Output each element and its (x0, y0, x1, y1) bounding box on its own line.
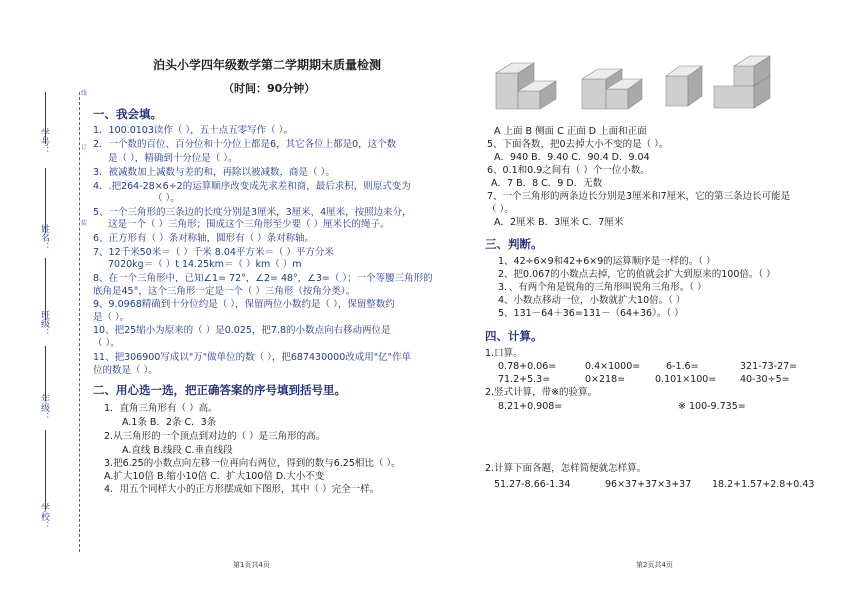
fill-question: 1．100.0103读作（ ），五十点五零写作（ ）。 (93, 125, 293, 136)
fill-question: 这是一个（ ）三角形；围成这个三角形至少要（ ）厘米长的绳子。 (108, 219, 390, 230)
cube-figure-1 (494, 55, 562, 111)
section-3-heading: 三、判断。 (485, 237, 543, 251)
written-heading: 2.竖式计算，带※的验算。 (485, 387, 598, 398)
fill-question: （ ）。 (93, 338, 120, 349)
binding-dashed-line (79, 92, 80, 552)
fill-question: 6、正方形有（ ）条对称轴，圆形有（ ）条对称轴。 (93, 233, 315, 244)
margin-line (45, 346, 46, 401)
choice-question: 5、下面各数，把0去掉大小不变的是（ ）。 (487, 139, 669, 150)
fill-question: 是（ ），精确到十分位是（ ）。 (108, 153, 238, 164)
oral-item: 0.78+0.06= (498, 361, 557, 372)
choice-options: A．2厘米 B．3厘米 C．7厘米 (494, 217, 624, 228)
grade-label: 年级： (39, 394, 49, 421)
figure-choice-options: A 上面 B 侧面 C 正面 D 上面和正面 (494, 126, 647, 137)
choice-options: A.扩大10倍 B.缩小10倍 C．扩大100倍 D.大小不变 (104, 471, 325, 482)
choice-options: A．7 B．8 C．9 D．无数 (491, 178, 603, 189)
student-number-label: 学号： (39, 128, 49, 155)
binding-mark: 订 (81, 144, 88, 151)
choice-options: A．940 B．9.40 C．90.4 D．9.04 (494, 152, 650, 163)
written-item: 8.21+0.908= (498, 401, 563, 412)
choice-question: 4．用五个同样大小的正方形摆成如下图形，其中（ ）完全一样。 (104, 484, 380, 495)
cube-figure-2 (580, 55, 648, 111)
fill-question: 3．被减数加上减数与差的和，再除以被减数，商是（ ）。 (93, 167, 335, 178)
page-footer: 第2页共4页 (636, 561, 673, 569)
choice-options: A.直线 B.线段 C.垂直线段 (122, 445, 233, 456)
fill-question: 4．.把264-28×6÷2的运算顺序改变成先求差和商，最后求积，则原式变为 (93, 181, 411, 192)
oral-item: 321-73-27= (740, 361, 798, 372)
oral-item: 0.4×1000= (585, 361, 641, 372)
margin-line (45, 430, 46, 510)
section-2-heading: 二、用心选一选，把正确答案的序号填到括号里。 (93, 383, 346, 397)
oral-heading: 1.口算。 (485, 348, 523, 359)
judge-question: 3．、有两个角是锐角的三角形叫锐角三角形。（ ） (498, 282, 707, 293)
simplify-heading: 2.计算下面各题，怎样简便就怎样算。 (485, 463, 647, 474)
fill-question: 9、9.0968精确到十分位约是（ ），保留两位小数约是（ ），保留整数约 (93, 299, 395, 310)
choice-question: 6、0.1和0.9之间有（ ）个一位小数。 (487, 165, 650, 176)
oral-item: 40-30÷5= (740, 374, 790, 385)
fill-question: 7020kg＝（ ）t 14.25km＝（ ）km（ ）m (108, 259, 302, 270)
fill-question: 5、一个三角形的三条边的长度分别是3厘米，3厘米，4厘米，按照边来分， (93, 207, 412, 218)
fill-question: （ ）。 (153, 193, 180, 204)
fill-question: 2．一个数的百位、百分位和十分位上都是6，其它各位上都是0，这个数 (93, 139, 397, 150)
judge-question: 2、把0.067的小数点去掉，它的值就会扩大到原来的100倍。（ ） (498, 269, 776, 280)
exam-title: 泊头小学四年级数学第二学期期末质量检测 (153, 58, 382, 72)
student-name-label: 姓名： (39, 224, 49, 251)
fill-question: 底角是45°，这个三角形一定是一个（ ）三角形（按角分类）。 (93, 286, 356, 297)
simplify-item: 96×37+37×3+37 (605, 479, 692, 490)
simplify-item: 51.27-8.66-1.34 (494, 479, 571, 490)
binding-mark: 线 (81, 90, 88, 97)
fill-question: 11、把306900写成以"万"做单位的数（ ），把687430000改成用"亿"作单 (93, 352, 412, 363)
page-footer: 第1页共4页 (233, 561, 270, 569)
school-label: 学校： (39, 503, 49, 530)
binding-mark: 装 (81, 220, 88, 227)
choice-question: （ ）。 (487, 204, 514, 215)
fill-question: 位的数是（ ）。 (93, 365, 158, 376)
fill-question: 7、12千米50米＝（ ）千米 8.04平方米＝（ ）平方分米 (93, 247, 334, 258)
judge-question: 5、131－64＋36=131－（64+36）。（ ） (498, 308, 684, 319)
fill-question: 是（ ）。 (93, 312, 130, 323)
simplify-item: 18.2+1.57+2.8+0.43 (712, 479, 815, 490)
class-label: 班级： (39, 310, 49, 337)
judge-question: 4、小数点移动一位，小数就扩大10倍。（ ） (498, 295, 686, 306)
cube-figure-4 (712, 50, 774, 110)
oral-item: 0×218= (585, 374, 626, 385)
section-1-heading: 一、我会填。 (93, 107, 162, 121)
choice-question: 2.从三角形的一个顶点到对边的（ ）是三角形的高。 (104, 431, 326, 442)
oral-item: 6-1.6= (666, 361, 699, 372)
choice-options: A.1条 B．2条 C．3条 (122, 417, 217, 428)
section-4-heading: 四、计算。 (485, 329, 543, 343)
oral-item: 0.101×100= (655, 374, 717, 385)
cube-figure-3 (664, 62, 704, 108)
choice-question: 3.把6.25的小数点向左移一位再向右两位，得到的数与6.25相比（ ）。 (104, 458, 401, 469)
time-note: （时间：90分钟） (223, 82, 316, 95)
choice-question: 1．直角三角形有（ ）高。 (104, 403, 218, 414)
written-item: ※ 100-9.735= (678, 401, 746, 412)
fill-question: 8、在一个三角形中，已知∠1= 72°，∠2= 48°，∠3=（ ）；一个等腰三角形的 (93, 273, 433, 284)
oral-item: 71.2+5.3= (498, 374, 551, 385)
choice-question: 7、一个三角形的两条边长分别是3厘米和7厘米，它的第三条边长可能是 (487, 191, 791, 202)
judge-question: 1、42÷6×9和42+6×9的运算顺序是一样的。（ ） (498, 256, 716, 267)
fill-question: 10、把25缩小为原来的（ ）是0.025，把7.8的小数点向右移动两位是 (93, 325, 391, 336)
